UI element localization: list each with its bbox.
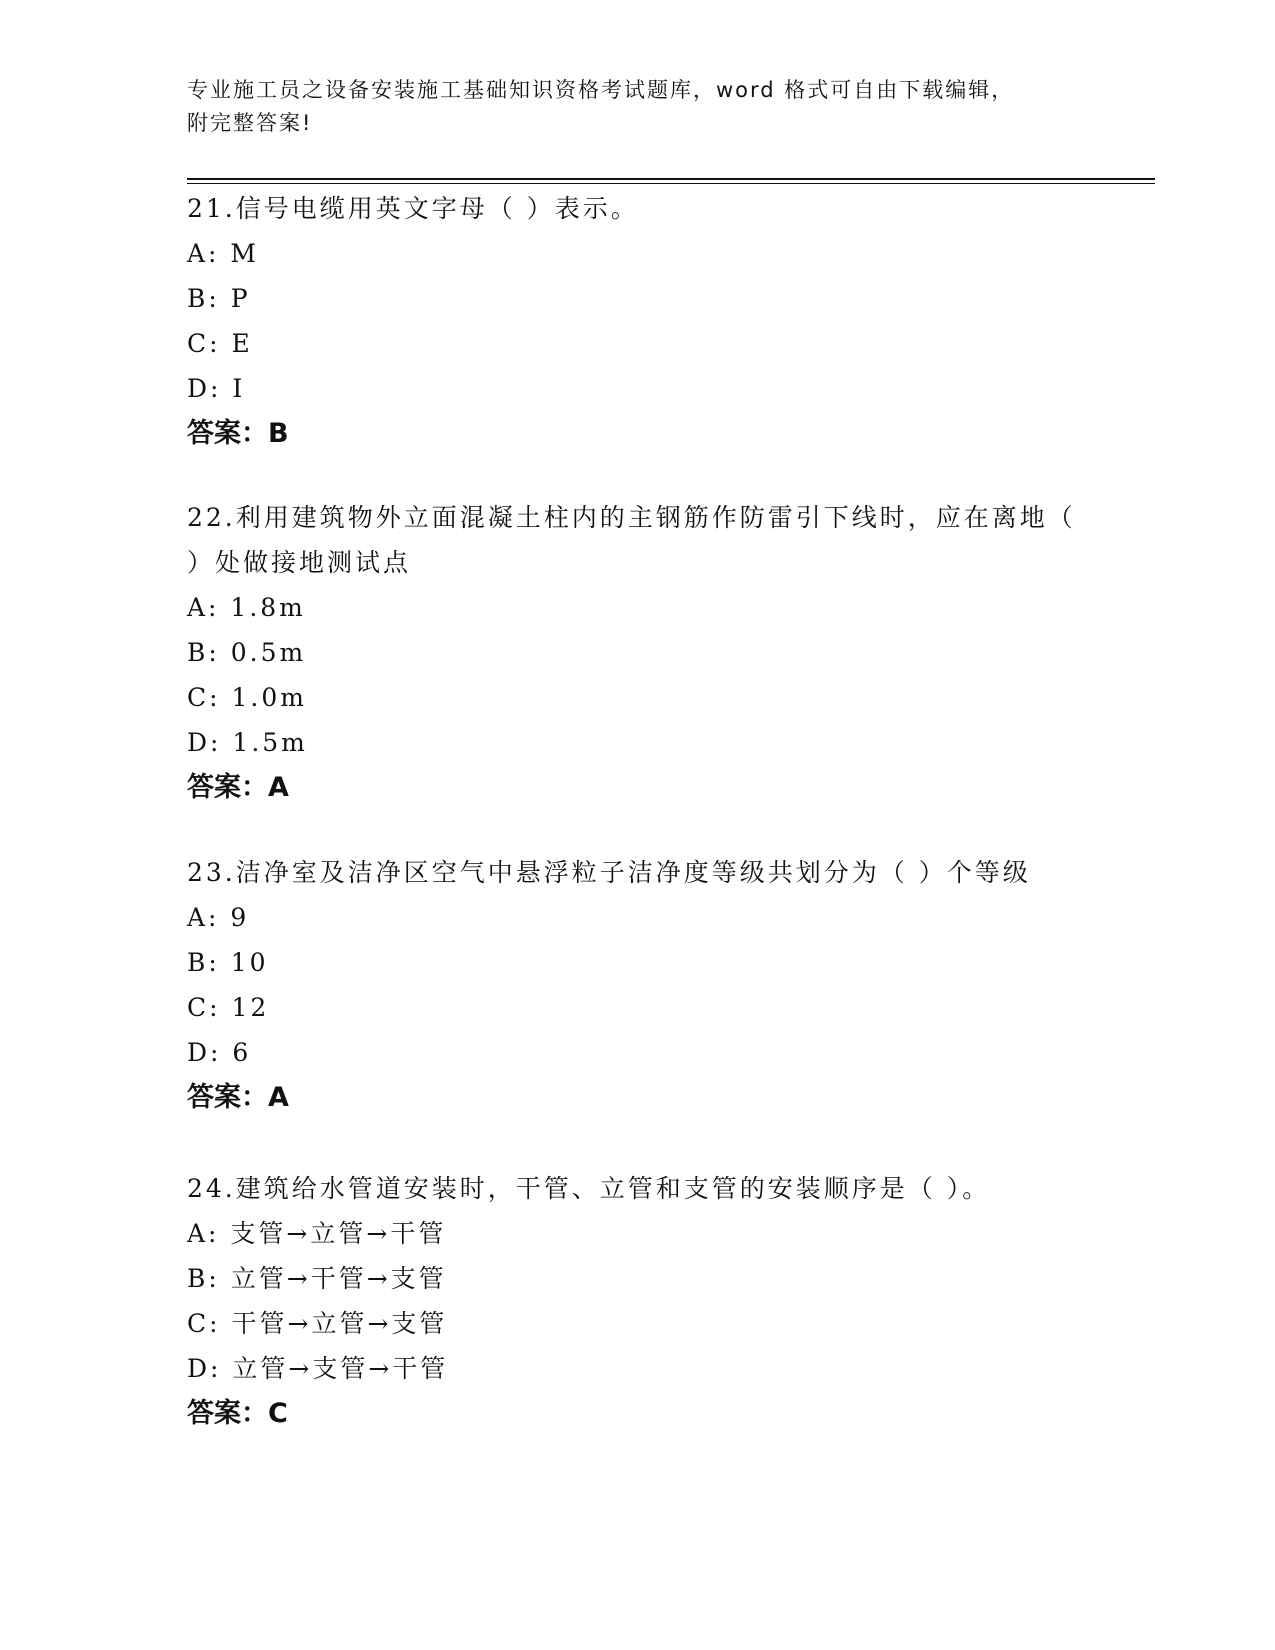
option-a: A: 1.8m (187, 593, 306, 622)
option-b: B: 立管→干管→支管 (187, 1264, 447, 1293)
option-c: C: E (187, 329, 253, 358)
question-21 (187, 186, 1087, 456)
answer: 答案：B (187, 418, 289, 449)
header-line-1: 专业施工员之设备安装施工基础知识资格考试题库，word 格式可自由下载编辑， (187, 78, 1015, 102)
answer: 答案：C (187, 1398, 288, 1429)
question-23 (187, 850, 1087, 1120)
question-24 (187, 1166, 1087, 1436)
header-divider-thick (187, 178, 1155, 180)
document-header (187, 74, 1067, 140)
question-22 (187, 495, 1087, 810)
option-d: D: 6 (187, 1038, 252, 1067)
option-c: C: 12 (187, 993, 270, 1022)
option-b: B: 10 (187, 948, 269, 977)
option-b: B: 0.5m (187, 638, 307, 667)
option-d: D: 1.5m (187, 728, 308, 757)
option-d: D: 立管→支管→干管 (187, 1354, 449, 1383)
option-a: A: M (187, 239, 260, 268)
option-a: A: 支管→立管→干管 (187, 1219, 447, 1248)
header-divider-thin (187, 183, 1155, 184)
header-line-2: 附完整答案! (187, 111, 313, 135)
option-b: B: P (187, 284, 251, 313)
option-a: A: 9 (187, 903, 250, 932)
question-stem: 23.洁净室及洁净区空气中悬浮粒子洁净度等级共划分为（ ）个等级 (187, 858, 1031, 887)
answer: 答案：A (187, 772, 289, 803)
option-c: C: 1.0m (187, 683, 307, 712)
question-stem: 21.信号电缆用英文字母（ ）表示。 (187, 194, 639, 223)
option-d: D: I (187, 374, 246, 403)
option-c: C: 干管→立管→支管 (187, 1309, 448, 1338)
question-stem: 22.利用建筑物外立面混凝土柱内的主钢筋作防雷引下线时，应在离地（ ）处做接地测试点 (187, 503, 1076, 577)
question-stem: 24.建筑给水管道安装时，干管、立管和支管的安装顺序是（ ）。 (187, 1174, 991, 1203)
answer: 答案：A (187, 1082, 289, 1113)
